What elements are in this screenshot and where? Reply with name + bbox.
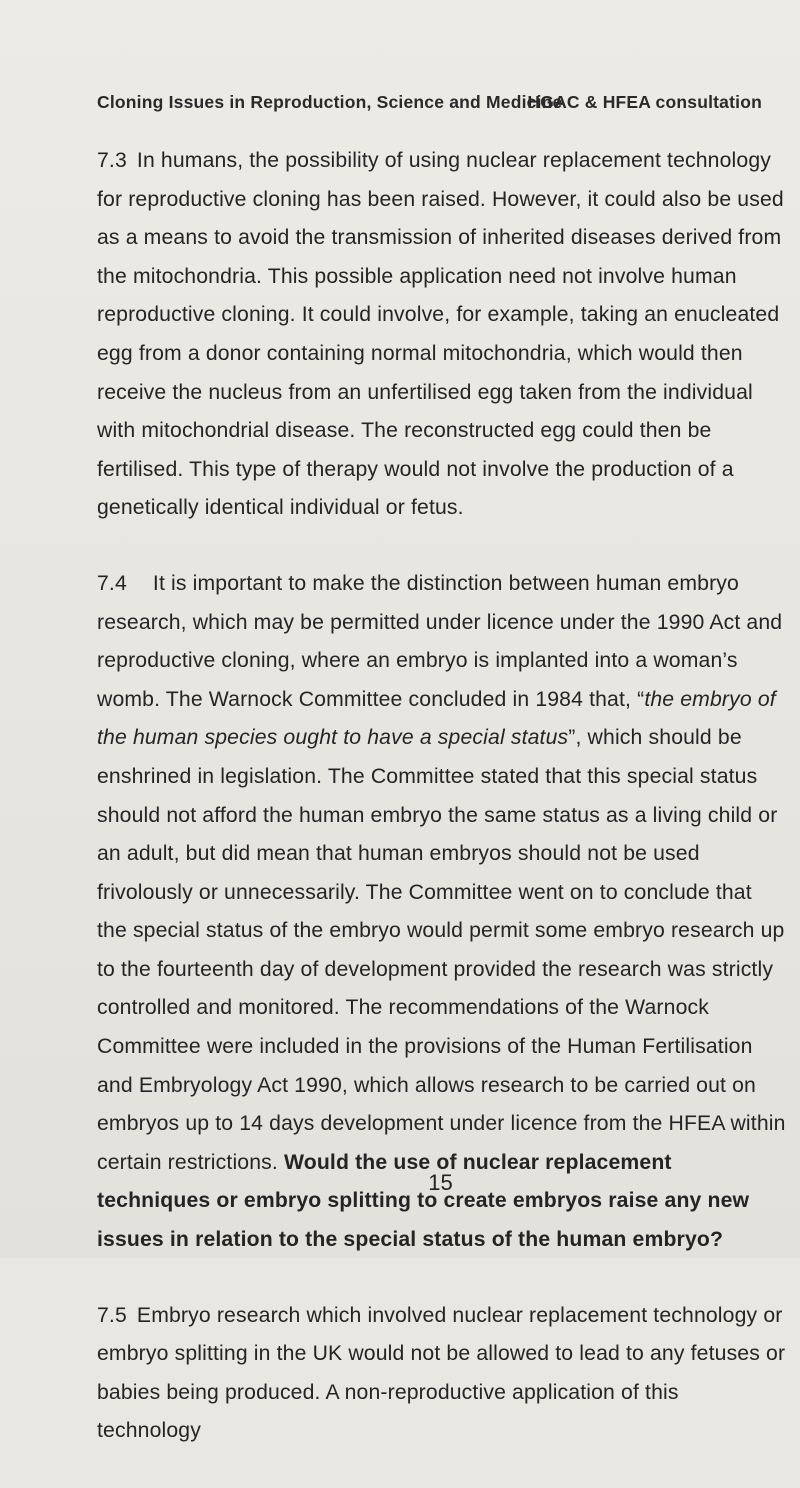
warnock-quote: the embryo of the human species ought to have a special status — [97, 687, 776, 750]
paragraph-number: 7.4 — [97, 571, 127, 595]
paragraph-text: Embryo research which involved nuclear replacement technology or embryo splitting in the UK would not be allowed to lead to any fetuses or babies being produced. A non-reproductive application of this technology — [97, 1303, 786, 1443]
consultation-question: Would the use of nuclear replacement techniques or embryo splitting to create embryos raise any new issues in relation to the special status of the human embryo? — [97, 1150, 750, 1252]
header-title: Cloning Issues in Reproduction, Science and Medicine — [97, 92, 563, 112]
paragraph-7-4 — [97, 565, 787, 1260]
paragraph-7-5 — [97, 1297, 787, 1451]
paragraph-7-3 — [97, 142, 787, 528]
paragraph-text: It is important to make the distinction between human embryo research, which may be permitted under licence under the 1990 Act and reproductive cloning, where an embryo is implanted into a woman’s womb. The Warnock Committee concluded in 1984 that, “ — [97, 571, 783, 711]
header-consultation: HGAC & HFEA consultation — [527, 92, 762, 112]
paragraph-text-continued: ”, which should be enshrined in legislation. The Committee stated that this special status should not afford the human embryo the same status as a living child or an adult, but did mean that human embryos should not be used frivolously or unnecessarily. The Committee went on to conclude that the special status of the embryo would permit some embryo research up to the fourteenth day of development provided the research was strictly controlled and monitored. The recommendations of the Warnock Committee were included in the provisions of the Human Fertilisation and Embryology Act 1990, which allows research to be carried out on embryos up to 14 days development under licence from the HFEA within certain restrictions. — [97, 726, 786, 1174]
page-number: 15 — [428, 1170, 453, 1195]
body-text — [97, 142, 787, 1488]
paragraph-number: 7.5 — [97, 1303, 127, 1327]
paragraph-number: 7.3 — [97, 149, 127, 172]
paragraph-text: In humans, the possibility of using nuclear replacement technology for reproductive cloning has been raised. However, it could also be used as a means to avoid the transmission of inherited diseases derived from the mitochondria. This possible application need not involve human reproductive cloning. It could involve, for example, taking an enucleated egg from a donor containing normal mitochondria, which would then receive the nucleus from an unfertilised egg taken from the individual with mitochondrial disease. The reconstructed egg could then be fertilised. This type of therapy would not involve the production of a genetically identical individual or fetus. — [97, 149, 784, 520]
